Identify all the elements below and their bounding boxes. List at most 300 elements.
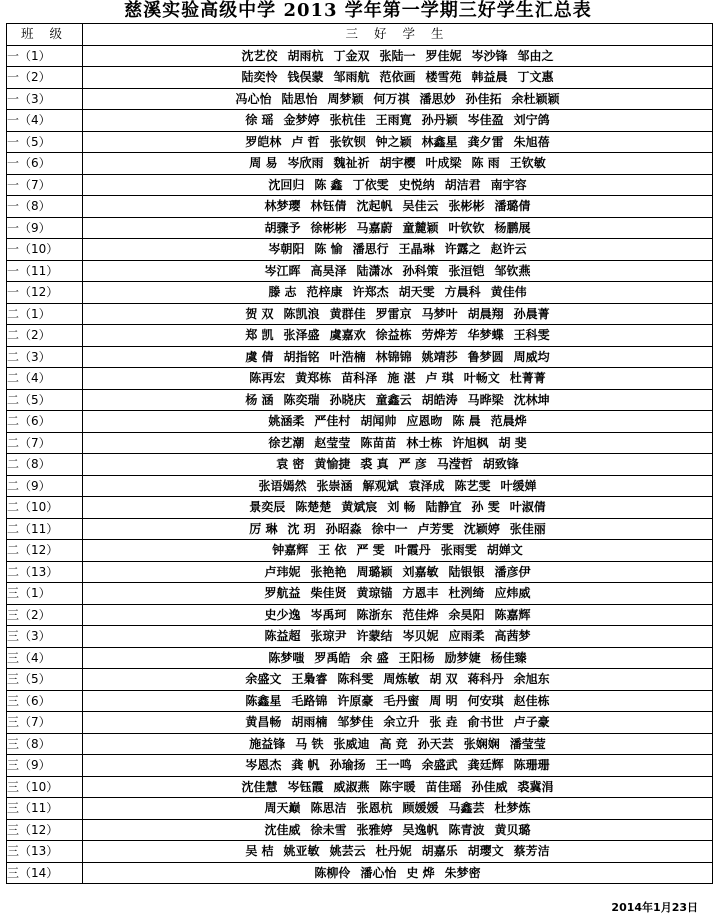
student-name: 徐艺潮: [268, 435, 305, 450]
student-name: 姚涵柔: [268, 414, 305, 429]
student-name: 柴佳贤: [310, 586, 347, 601]
student-name: 胡天雯: [398, 285, 435, 300]
student-name: 马 铁: [295, 736, 324, 751]
class-cell: 一（7）: [7, 174, 83, 196]
student-name: 陈嘉辉: [494, 607, 531, 622]
class-cell: 二（5）: [7, 389, 83, 411]
student-name: 孙科策: [402, 263, 439, 278]
student-name: 胡嘉乐: [421, 844, 458, 859]
student-name: 史悦纳: [398, 177, 435, 192]
student-name: 吴佳云: [402, 199, 439, 214]
student-names-cell: [83, 776, 713, 798]
student-name: 潘璐倩: [494, 199, 531, 214]
student-name: 金梦婷: [283, 113, 320, 128]
table-row: [7, 325, 713, 347]
student-name: 沈 玥: [287, 521, 316, 536]
student-name: 胡骤予: [264, 220, 301, 235]
class-cell: 一（5）: [7, 131, 83, 153]
student-name: 丁依雯: [352, 177, 389, 192]
class-cell: 三（7）: [7, 712, 83, 734]
student-name: 张佳丽: [509, 521, 546, 536]
student-name: 张彬彬: [448, 199, 485, 214]
student-name: 陈宇暖: [379, 779, 416, 794]
student-name: 张恩杭: [356, 801, 393, 816]
table-header-row: [7, 24, 713, 46]
student-name: 蔡芳洁: [513, 844, 550, 859]
student-names-cell: [83, 389, 713, 411]
student-name: 俞书世: [467, 715, 504, 730]
student-name: 罗佳妮: [425, 48, 462, 63]
class-cell: 二（6）: [7, 411, 83, 433]
table-row: [7, 110, 713, 132]
table-row: [7, 669, 713, 691]
student-name: 陆奕怜: [241, 70, 278, 85]
student-name: 吴 桔: [245, 844, 274, 859]
student-names-cell: [83, 153, 713, 175]
student-name: 周璐颖: [356, 564, 393, 579]
class-cell: 三（13）: [7, 841, 83, 863]
student-name: 徐益栋: [375, 328, 412, 343]
student-name: 许露之: [444, 242, 481, 257]
student-name: 罗雷京: [375, 306, 412, 321]
student-name: 叶霞丹: [394, 543, 431, 558]
table-row: [7, 561, 713, 583]
student-name: 岑禹珂: [310, 607, 347, 622]
class-cell: 二（2）: [7, 325, 83, 347]
student-names-cell: [83, 260, 713, 282]
student-name: 黄昌畅: [245, 715, 282, 730]
student-name: 陈珊珊: [513, 758, 550, 773]
student-name: 王钦敏: [509, 156, 546, 171]
class-cell: 二（4）: [7, 368, 83, 390]
student-name: 罗航益: [264, 586, 301, 601]
student-name: 苗佳瑶: [425, 779, 462, 794]
student-name: 应炜威: [494, 586, 531, 601]
student-name: 严 雯: [356, 543, 385, 558]
student-name: 邹雨航: [333, 70, 370, 85]
student-name: 姚亚敏: [283, 844, 320, 859]
student-name: 沈佳慧: [241, 779, 278, 794]
student-names-cell: [83, 690, 713, 712]
student-names-cell: [83, 411, 713, 433]
class-cell: 二（11）: [7, 518, 83, 540]
class-cell: 三（2）: [7, 604, 83, 626]
student-name: 卢 哲: [291, 134, 320, 149]
student-name: 沈回归: [268, 177, 305, 192]
class-cell: 三（4）: [7, 647, 83, 669]
student-name: 朱旭蓓: [513, 134, 550, 149]
student-name: 沈起帆: [356, 199, 393, 214]
student-name: 杜洌绮: [448, 586, 485, 601]
student-name: 陆静宜: [425, 500, 462, 515]
student-name: 叶淑倩: [509, 500, 546, 515]
student-name: 张崇涵: [316, 478, 353, 493]
table-row: [7, 626, 713, 648]
table-row: [7, 67, 713, 89]
table-row: [7, 174, 713, 196]
student-name: 蒋科丹: [467, 672, 504, 687]
student-name: 杨 涵: [245, 392, 274, 407]
student-name: 陈凯浪: [283, 306, 320, 321]
student-name: 陈 雨: [471, 156, 500, 171]
student-name: 方恩丰: [402, 586, 439, 601]
student-name: 胡 双: [429, 672, 458, 687]
student-name: 张威迪: [333, 736, 370, 751]
class-cell: 一（8）: [7, 196, 83, 218]
student-name: 孙晨菁: [513, 306, 550, 321]
table-body: [7, 45, 713, 884]
student-name: 严佳村: [314, 414, 351, 429]
student-name: 赵佳栋: [513, 693, 550, 708]
student-name: 林钰倩: [310, 199, 347, 214]
student-name: 邹由之: [517, 48, 554, 63]
student-names-cell: [83, 368, 713, 390]
student-name: 张钦钡: [329, 134, 366, 149]
student-name: 卢芳雯: [417, 521, 454, 536]
student-name: 丁金双: [333, 48, 370, 63]
student-name: 孙晓庆: [329, 392, 366, 407]
student-names-cell: [83, 540, 713, 562]
student-name: 陆思怡: [281, 91, 318, 106]
table-row: [7, 239, 713, 261]
student-names-cell: [83, 45, 713, 67]
student-name: 严 彦: [398, 457, 427, 472]
student-name: 童鑫云: [375, 392, 412, 407]
student-name: 马嘉蔚: [356, 220, 393, 235]
student-name: 卢子豪: [513, 715, 550, 730]
student-name: 滕 志: [268, 285, 297, 300]
column-header-names: 三 好 学 生: [83, 24, 713, 46]
table-row: [7, 647, 713, 669]
student-name: 叶钦钦: [448, 220, 485, 235]
student-name: 陈 晨: [452, 414, 481, 429]
table-row: [7, 196, 713, 218]
column-header-class: 班 级: [7, 24, 83, 46]
student-names-cell: [83, 604, 713, 626]
student-name: 徐 瑶: [245, 113, 274, 128]
student-name: 裘冀涓: [517, 779, 554, 794]
student-name: 楼雪苑: [425, 70, 462, 85]
class-cell: 三（9）: [7, 755, 83, 777]
class-cell: 三（10）: [7, 776, 83, 798]
student-name: 施 湛: [387, 371, 416, 386]
student-names-cell: [83, 454, 713, 476]
student-name: 孙昭淼: [325, 521, 362, 536]
student-name: 姚靖莎: [421, 349, 458, 364]
student-name: 王阳杨: [398, 650, 435, 665]
student-name: 童麓颖: [402, 220, 439, 235]
student-name: 郑 凯: [245, 328, 274, 343]
student-name: 胡 斐: [498, 435, 527, 450]
student-names-cell: [83, 88, 713, 110]
student-names-cell: [83, 217, 713, 239]
student-name: 韩益晨: [471, 70, 508, 85]
student-name: 杨鹏展: [494, 220, 531, 235]
table-row: [7, 583, 713, 605]
class-cell: 一（6）: [7, 153, 83, 175]
student-name: 黄琼锚: [356, 586, 393, 601]
table-row: [7, 604, 713, 626]
table-row: [7, 540, 713, 562]
student-name: 徐彬彬: [310, 220, 347, 235]
student-name: 袁 密: [276, 457, 305, 472]
student-name: 解观斌: [362, 478, 399, 493]
student-name: 朱梦密: [444, 865, 481, 880]
student-name: 陈艺雯: [454, 478, 491, 493]
student-name: 裘 真: [360, 457, 389, 472]
student-name: 卢玮妮: [264, 564, 301, 579]
student-name: 周炼敏: [383, 672, 420, 687]
student-name: 胡指铭: [283, 349, 320, 364]
student-name: 陈再宏: [249, 371, 286, 386]
student-name: 沈林坤: [513, 392, 550, 407]
student-name: 胡宇樱: [379, 156, 416, 171]
student-names-cell: [83, 819, 713, 841]
student-name: 励梦婕: [444, 650, 481, 665]
student-name: 叶成梁: [425, 156, 462, 171]
student-name: 杜丹妮: [375, 844, 412, 859]
student-name: 胡婵文: [486, 543, 523, 558]
student-name: 陈梦嗤: [268, 650, 305, 665]
table-row: [7, 475, 713, 497]
student-names-cell: [83, 583, 713, 605]
student-name: 施益锋: [249, 736, 286, 751]
class-cell: 二（13）: [7, 561, 83, 583]
class-cell: 二（3）: [7, 346, 83, 368]
student-name: 周威均: [513, 349, 550, 364]
student-names-cell: [83, 712, 713, 734]
table-row: [7, 432, 713, 454]
student-name: 高昊泽: [310, 263, 347, 278]
student-names-cell: [83, 325, 713, 347]
student-name: 林梦璎: [264, 199, 301, 214]
table-row: [7, 88, 713, 110]
student-name: 叶畅文: [463, 371, 500, 386]
student-name: 岑恩杰: [245, 758, 282, 773]
student-name: 罗禹皓: [314, 650, 351, 665]
student-names-cell: [83, 174, 713, 196]
table-row: [7, 282, 713, 304]
student-name: 范梓康: [306, 285, 343, 300]
student-name: 王梟睿: [291, 672, 328, 687]
student-name: 陈 愉: [314, 242, 343, 257]
student-name: 杜菁菁: [509, 371, 546, 386]
student-name: 张艳艳: [310, 564, 347, 579]
class-cell: 二（8）: [7, 454, 83, 476]
table-row: [7, 368, 713, 390]
student-name: 许旭枫: [452, 435, 489, 450]
student-name: 孙佳威: [471, 779, 508, 794]
student-names-cell: [83, 626, 713, 648]
student-name: 罗皑林: [245, 134, 282, 149]
student-name: 魏祉祈: [333, 156, 370, 171]
table-row: [7, 131, 713, 153]
student-name: 陈思洁: [310, 801, 347, 816]
student-name: 劳烨芳: [421, 328, 458, 343]
student-names-cell: [83, 733, 713, 755]
student-name: 陆潇冰: [356, 263, 393, 278]
student-name: 岑贝妮: [402, 629, 439, 644]
student-name: 胡洁君: [444, 177, 481, 192]
table-row: [7, 841, 713, 863]
student-name: 黄贝璐: [494, 822, 531, 837]
student-name: 邹钦燕: [494, 263, 531, 278]
student-name: 叶缓婵: [500, 478, 537, 493]
student-name: 孙瑜扬: [329, 758, 366, 773]
student-name: 沈佳威: [264, 822, 301, 837]
table-row: [7, 798, 713, 820]
student-name: 卢 琪: [425, 371, 454, 386]
class-cell: 一（4）: [7, 110, 83, 132]
student-name: 徐未雪: [310, 822, 347, 837]
table-row: [7, 303, 713, 325]
student-name: 孙 雯: [471, 500, 500, 515]
student-name: 张杭佳: [329, 113, 366, 128]
student-name: 黄斌宸: [341, 500, 378, 515]
student-name: 沈颖婷: [463, 521, 500, 536]
student-name: 孙天芸: [417, 736, 454, 751]
student-name: 孙丹颖: [421, 113, 458, 128]
student-name: 范佳烨: [402, 607, 439, 622]
student-name: 余盛武: [421, 758, 458, 773]
student-names-cell: [83, 518, 713, 540]
student-names-cell: [83, 475, 713, 497]
class-cell: 二（7）: [7, 432, 83, 454]
student-name: 应恩昒: [406, 414, 443, 429]
student-name: 余旭东: [513, 672, 550, 687]
student-name: 胡璎文: [467, 844, 504, 859]
student-name: 龚夕雷: [467, 134, 504, 149]
table-row: [7, 260, 713, 282]
student-name: 余昊阳: [448, 607, 485, 622]
class-cell: 一（11）: [7, 260, 83, 282]
student-name: 马鑫芸: [448, 801, 485, 816]
student-names-cell: [83, 432, 713, 454]
student-name: 陈青波: [448, 822, 485, 837]
student-names-cell: [83, 110, 713, 132]
student-names-cell: [83, 67, 713, 89]
student-name: 虞嘉欢: [329, 328, 366, 343]
student-name: 林鑫星: [421, 134, 458, 149]
student-name: 王晶琳: [398, 242, 435, 257]
student-name: 王科雯: [513, 328, 550, 343]
student-name: 姚芸云: [329, 844, 366, 859]
student-name: 陈 鑫: [314, 177, 343, 192]
student-name: 钟之颖: [375, 134, 412, 149]
student-name: 张 垚: [429, 715, 458, 730]
student-name: 周 明: [429, 693, 458, 708]
table-row: [7, 819, 713, 841]
student-name: 袁泽成: [408, 478, 445, 493]
student-name: 潘思行: [352, 242, 389, 257]
student-name: 厉 琳: [249, 521, 278, 536]
student-name: 黄群佳: [329, 306, 366, 321]
student-names-cell: [83, 669, 713, 691]
student-name: 吴逸帆: [402, 822, 439, 837]
student-name: 周天巅: [264, 801, 301, 816]
student-name: 何安琪: [467, 693, 504, 708]
student-name: 冯心怡: [235, 91, 272, 106]
student-name: 陈科雯: [337, 672, 374, 687]
student-name: 鲁梦圆: [467, 349, 504, 364]
student-name: 陆银银: [448, 564, 485, 579]
class-cell: 二（12）: [7, 540, 83, 562]
student-name: 方晨科: [444, 285, 481, 300]
student-name: 余 盛: [360, 650, 389, 665]
student-name: 张泽盛: [283, 328, 320, 343]
student-name: 赵许云: [490, 242, 527, 257]
student-name: 周梦颖: [327, 91, 364, 106]
class-cell: 一（2）: [7, 67, 83, 89]
student-name: 徐中一: [371, 521, 408, 536]
honor-students-table: [6, 23, 713, 884]
table-row: [7, 733, 713, 755]
document-title: 慈溪实验高级中学 2013 学年第一学期三好学生汇总表: [124, 0, 592, 21]
student-names-cell: [83, 755, 713, 777]
student-names-cell: [83, 561, 713, 583]
student-name: 杜梦炼: [494, 801, 531, 816]
student-name: 马晔梁: [467, 392, 504, 407]
student-name: 陈浙东: [356, 607, 393, 622]
student-name: 钱俣蒙: [287, 70, 324, 85]
student-name: 陈楚楚: [295, 500, 332, 515]
student-name: 张陆一: [379, 48, 416, 63]
student-names-cell: [83, 303, 713, 325]
class-cell: 三（1）: [7, 583, 83, 605]
student-name: 马滢哲: [436, 457, 473, 472]
table-row: [7, 518, 713, 540]
student-name: 史少逸: [264, 607, 301, 622]
student-names-cell: [83, 239, 713, 261]
student-name: 沈艺佼: [241, 48, 278, 63]
student-name: 张雨雯: [440, 543, 477, 558]
student-name: 刘嘉敏: [402, 564, 439, 579]
student-name: 何万祺: [373, 91, 410, 106]
student-name: 王雨寛: [375, 113, 412, 128]
student-name: 黄郑栋: [295, 371, 332, 386]
student-names-cell: [83, 282, 713, 304]
student-name: 孙佳拓: [465, 91, 502, 106]
student-name: 威淑燕: [333, 779, 370, 794]
student-name: 应雨柔: [448, 629, 485, 644]
student-name: 景奕辰: [249, 500, 286, 515]
student-name: 史 烨: [406, 865, 435, 880]
class-cell: 一（9）: [7, 217, 83, 239]
student-name: 王 依: [318, 543, 347, 558]
student-name: 胡闻帅: [360, 414, 397, 429]
table-row: [7, 217, 713, 239]
student-name: 黄愉捷: [314, 457, 351, 472]
class-cell: 三（3）: [7, 626, 83, 648]
student-name: 钟嘉辉: [272, 543, 309, 558]
student-names-cell: [83, 196, 713, 218]
student-name: 林士栋: [406, 435, 443, 450]
table-row: [7, 153, 713, 175]
student-name: 胡雨杭: [287, 48, 324, 63]
table-row: [7, 497, 713, 519]
student-names-cell: [83, 862, 713, 884]
student-name: 高 竞: [379, 736, 408, 751]
student-name: 余杜颖颖: [511, 91, 560, 106]
class-cell: 三（8）: [7, 733, 83, 755]
student-name: 南宇容: [490, 177, 527, 192]
student-name: 潘莹莹: [509, 736, 546, 751]
student-name: 岑沙锋: [471, 48, 508, 63]
student-names-cell: [83, 647, 713, 669]
student-name: 张语嫣然: [258, 478, 307, 493]
student-name: 许郑杰: [352, 285, 389, 300]
student-name: 岑欣雨: [287, 156, 324, 171]
